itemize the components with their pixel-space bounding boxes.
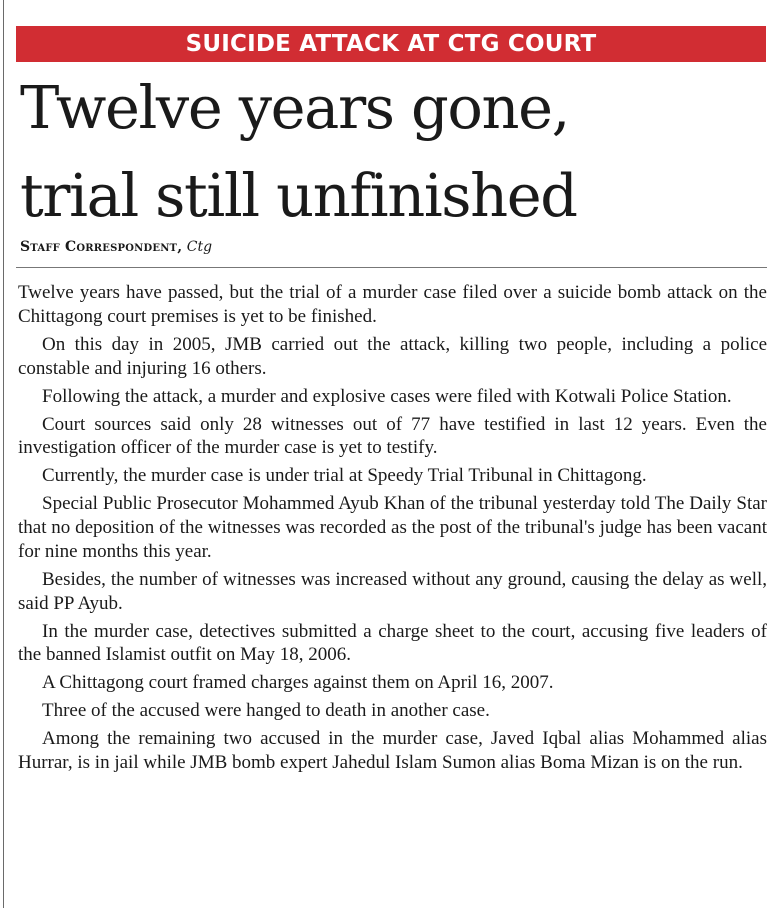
byline-author: Staff Correspondent, xyxy=(20,239,183,255)
headline xyxy=(20,64,765,240)
article-paragraph: Currently, the murder case is under trial at Speedy Trial Tribunal in Chittagong. xyxy=(42,465,647,487)
byline-place: Ctg xyxy=(186,239,213,255)
article-paragraph: Court sources said only 28 witnesses out of 77 have testified in last 12 years. Even the investigation officer of the murder case is yet to testify. xyxy=(18,413,767,459)
article-body xyxy=(18,281,767,779)
article-paragraph: Twelve years have passed, but the trial of a murder case filed over a suicide bomb attack on the Chittagong court premises is yet to be finished. xyxy=(18,282,767,327)
headline-line-2: trial still unfinished xyxy=(20,161,577,230)
article-paragraph: In the murder case, detectives submitted a charge sheet to the court, accusing five leaders of the banned Islamist outfit on May 18, 2006. xyxy=(18,620,767,666)
article-paragraph: Special Public Prosecutor Mohammed Ayub Khan of the tribunal yesterday told The Daily Star that no deposition of the witnesses was recorded as the post of the tribunal's judge has been vacant for nine months this year. xyxy=(18,493,767,562)
article-paragraph: Among the remaining two accused in the murder case, Javed Iqbal alias Mohammed alias Hurrar, is in jail while JMB bomb expert Jahedul Islam Sumon alias Boma Mizan is on the run. xyxy=(18,728,767,774)
article-paragraph: Besides, the number of witnesses was increased without any ground, causing the delay as well, said PP Ayub. xyxy=(18,568,767,614)
article-paragraph: Three of the accused were hanged to death in another case. xyxy=(42,700,490,722)
headline-line-1: Twelve years gone, xyxy=(20,73,569,142)
column-rule xyxy=(3,0,4,908)
byline-divider xyxy=(16,267,767,268)
article-paragraph: Following the attack, a murder and explosive cases were filed with Kotwali Police Station. xyxy=(42,385,732,407)
kicker-text: SUICIDE ATTACK AT CTG COURT xyxy=(185,31,597,57)
byline xyxy=(20,239,212,255)
article-paragraph: On this day in 2005, JMB carried out the attack, killing two people, including a police constable and injuring 16 others. xyxy=(18,333,767,379)
article-paragraph: A Chittagong court framed charges against them on April 16, 2007. xyxy=(42,672,554,694)
kicker-banner xyxy=(16,26,766,62)
